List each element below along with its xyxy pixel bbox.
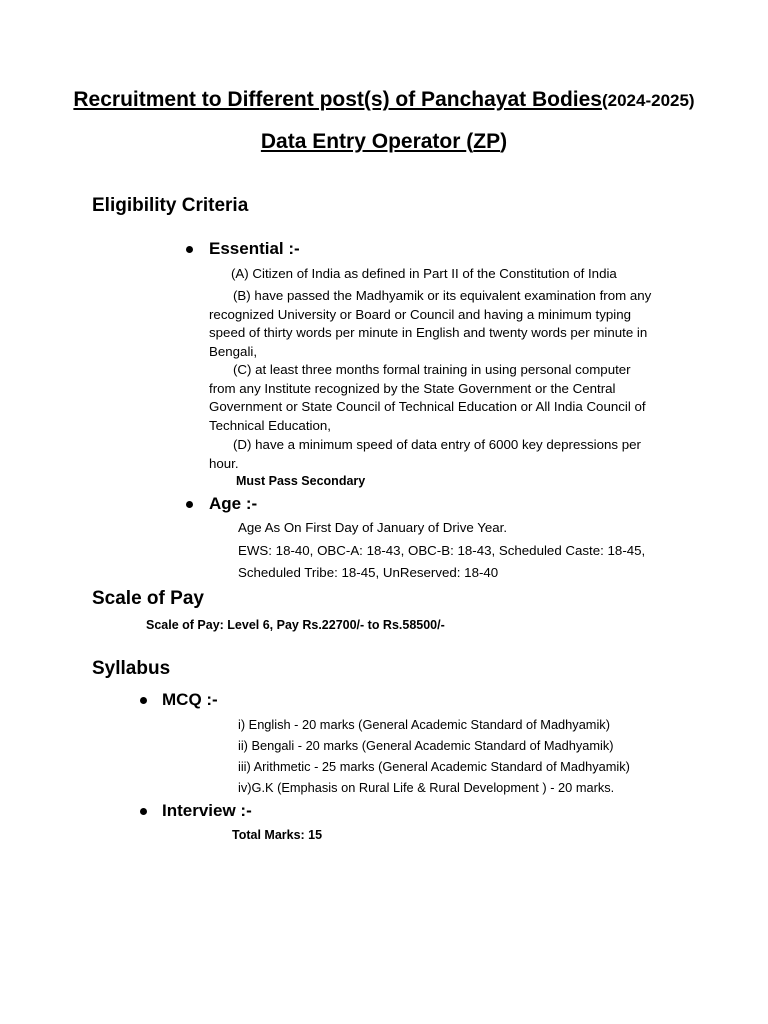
title-main: Recruitment to Different post(s) of Panchayat Bodies [73, 88, 602, 111]
pay-heading: Scale of Pay [92, 588, 204, 609]
essential-bullet [186, 246, 193, 253]
interview-bullet [140, 808, 147, 815]
interview-heading: Interview :- [162, 801, 252, 820]
essential-note: Must Pass Secondary [236, 474, 366, 488]
age-line-1: Age As On First Day of January of Drive Year. [238, 520, 508, 535]
post-title [0, 130, 768, 154]
pay-text: Scale of Pay: Level 6, Pay Rs.22700/- to Rs.58500/- [146, 618, 445, 632]
mcq-item: ii) Bengali - 20 marks (General Academic Standard of Madhyamik) [238, 738, 614, 753]
mcq-item: iii) Arithmetic - 25 marks (General Academic Standard of Madhyamik) [238, 759, 630, 774]
essential-item-c [209, 361, 654, 435]
essential-item-c-text: (C) at least three months formal training in using personal computer from any Institute recognized by the State Government or the Central Government or State Council of Technical Education or All India Council of Technical Education, [209, 362, 646, 433]
mcq-heading: MCQ :- [162, 690, 218, 709]
title-year: (2024-2025) [601, 91, 695, 110]
mcq-item: i) English - 20 marks (General Academic Standard of Madhyamik) [238, 717, 610, 732]
essential-item-d-text: (D) have a minimum speed of data entry of 6000 key depressions per hour. [209, 437, 641, 471]
mcq-bullet [140, 697, 147, 704]
post-title-code: ZP [473, 130, 501, 153]
essential-item-a: (A) Citizen of India as defined in Part II of the Constitution of India [231, 266, 617, 281]
mcq-item: iv)G.K (Emphasis on Rural Life & Rural Development ) - 20 marks. [238, 780, 615, 795]
syllabus-heading: Syllabus [92, 658, 171, 679]
essential-heading: Essential :- [209, 239, 300, 258]
essential-item-d [209, 436, 654, 473]
age-line-2: EWS: 18-40, OBC-A: 18-43, OBC-B: 18-43, Scheduled Caste: 18-45, [238, 543, 646, 558]
essential-item-b [209, 287, 654, 361]
post-title-open: ( [466, 130, 474, 153]
age-heading: Age :- [209, 494, 258, 513]
document-title [0, 88, 768, 112]
eligibility-heading: Eligibility Criteria [92, 195, 249, 216]
post-title-text: Data Entry Operator [260, 130, 467, 153]
interview-total: Total Marks: 15 [232, 828, 323, 842]
essential-item-b-text: (B) have passed the Madhyamik or its equivalent examination from any recognized University or Board or Council and having a minimum typing speed of thirty words per minute in English and twenty words per minute in Bengali, [209, 288, 652, 359]
post-title-close: ) [500, 130, 508, 153]
age-bullet [186, 501, 193, 508]
age-line-3: Scheduled Tribe: 18-45, UnReserved: 18-40 [238, 565, 499, 580]
